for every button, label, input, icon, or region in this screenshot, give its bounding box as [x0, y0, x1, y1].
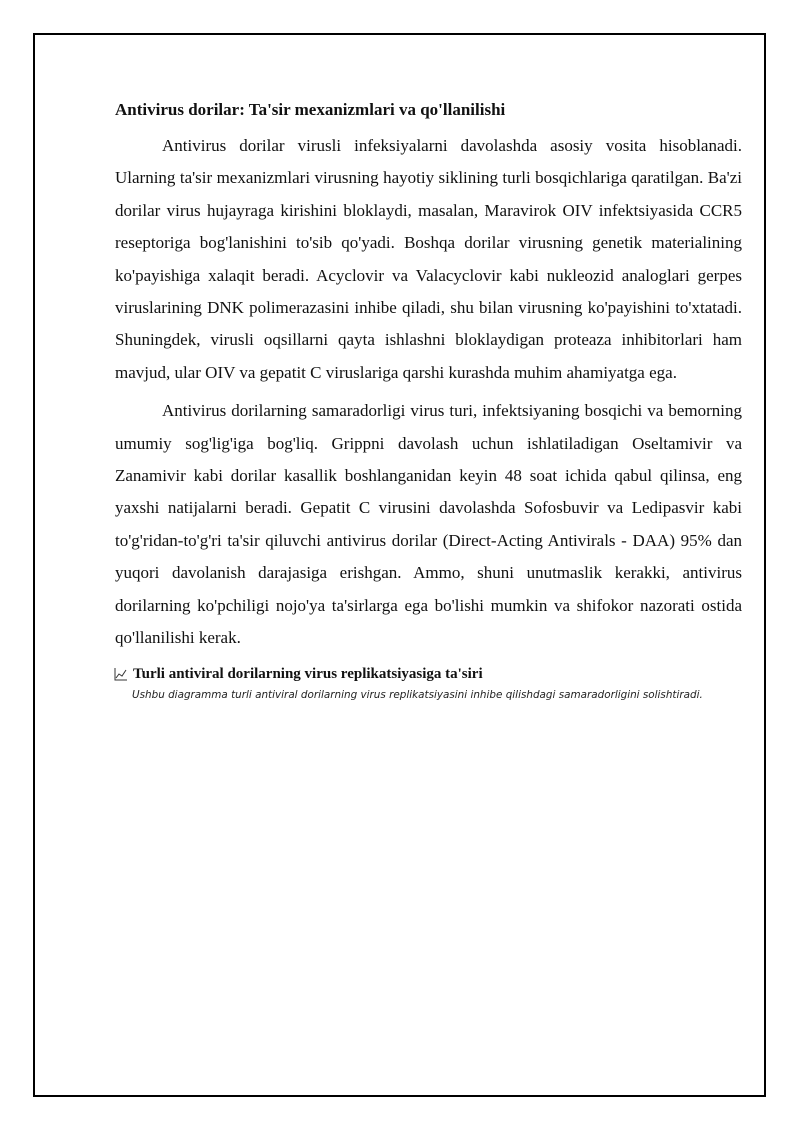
chart-line-icon — [114, 667, 128, 681]
chart-caption: Ushbu diagramma turli antiviral dorilarning virus replikatsiyasini inhibe qilishdagi samaradorligini solishtiradi. — [132, 688, 703, 701]
chart-section-heading — [114, 663, 742, 685]
document-body — [115, 96, 742, 703]
document-title: Antivirus dorilar: Ta'sir mexanizmlari va qo'llanilishi — [115, 100, 506, 119]
paragraph-mechanisms: Antivirus dorilar virusli infeksiyalarni davolashda asosiy vosita hisoblanadi. Ularning ta'sir mexanizmlari virusning hayotiy siklining turli bosqichlariga qaratilgan. Ba'zi dorilar virus hujayraga kirishini bloklaydi, masalan, Maravirok OIV infektsiyasida CCR5 reseptoriga bog'lanishini to'sib qo'yadi. Boshqa dorilar virusning genetik materialining ko'payishiga xalaqit beradi. Acyclovir va Valacyclovir kabi nukleozid analoglari gerpes viruslarining DNK polimerazasini inhibe qiladi, shu bilan virusning ko'payishini to'xtatadi. Shuningdek, virusli oqsillarni qayta ishlashni bloklaydigan proteaza inhibitorlari ham mavjud, ular OIV va gepatit C viruslariga qarshi kurashda muhim ahamiyatga ega. — [115, 136, 742, 382]
paragraph-effectiveness: Antivirus dorilarning samaradorligi virus turi, infektsiyaning bosqichi va bemorning umumiy sog'lig'iga bog'liq. Grippni davolash uchun ishlatiladigan Oseltamivir va Zanamivir kabi dorilar kasallik boshlanganidan keyin 48 soat ichida qabul qilinsa, eng yaxshi natijalarni beradi. Gepatit C virusini davolashda Sofosbuvir va Ledipasvir kabi to'g'ridan-to'g'ri ta'sir qiluvchi antivirus dorilar (Direct-Acting Antivirals - DAA) 95% dan yuqori davolanish darajasiga erishgan. Ammo, shuni unutmaslik kerakki, antivirus dorilarning ko'pchiligi nojo'ya ta'sirlarga ega bo'lishi mumkin va shifokor nazorati ostida qo'llanilishi kerak. — [115, 401, 742, 648]
chart-section-title: Turli antiviral dorilarning virus replikatsiyasiga ta'siri — [133, 665, 483, 682]
